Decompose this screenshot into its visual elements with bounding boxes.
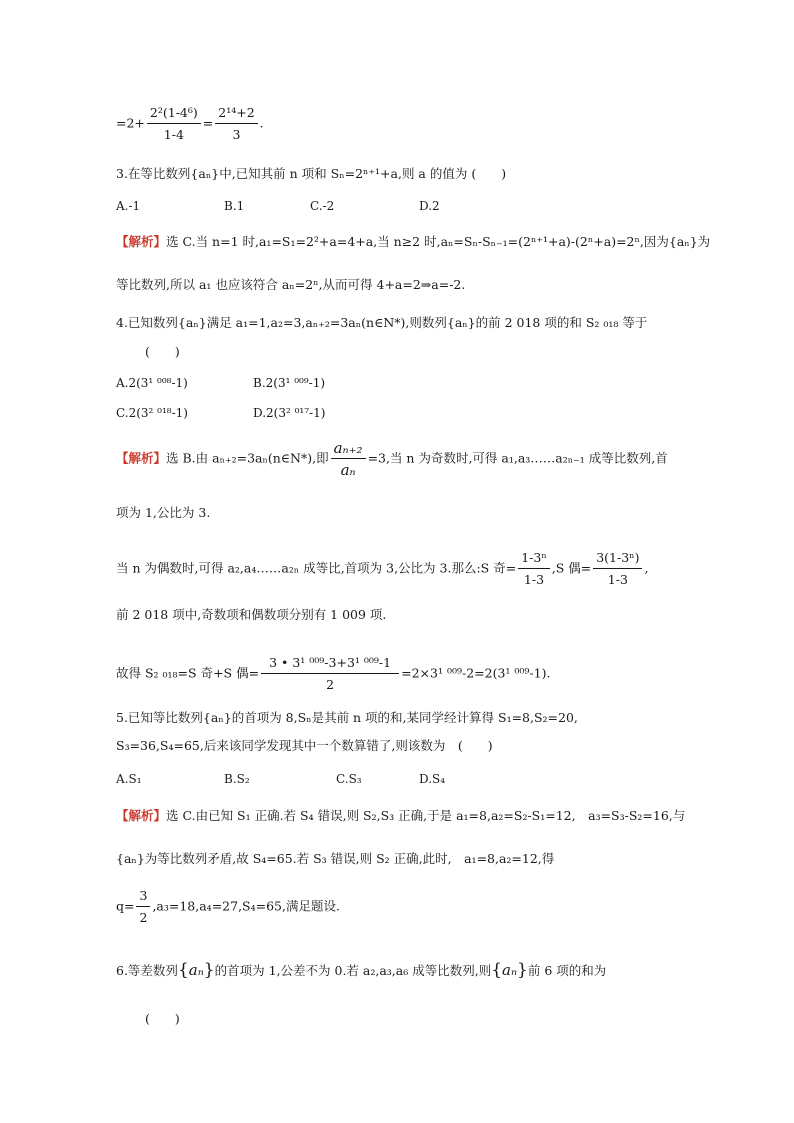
answer-3-line-2: 等比数列,所以 a₁ 也应该符合 aₙ=2ⁿ,从而可得 4+a=2⇒a=-2. <box>116 277 466 292</box>
option-b: B.2(3¹ ⁰⁰⁹-1) <box>253 376 326 390</box>
option-a: A.S₁ <box>116 772 142 786</box>
option-a: A.2(3¹ ⁰⁰⁸-1) <box>116 376 188 390</box>
answer-5-line-2: {aₙ}为等比数列矛盾,故 S₄=65.若 S₃ 错误,则 S₂ 正确,此时, a₁=8,a₂=12,得 <box>116 851 555 866</box>
fraction: $\frac{\text{3(1-3ⁿ)}}{1-3}$ <box>593 550 642 588</box>
option-b: B.1 <box>224 199 245 213</box>
fraction: $\frac{\text{2¹⁴+2}}{3}$ <box>215 105 257 143</box>
option-b: B.S₂ <box>224 772 250 786</box>
question-4-stem: 4.已知数列{aₙ}满足 a₁=1,a₂=3,aₙ₊₂=3aₙ(n∈N*),则数列{aₙ}的前 2 018 项的和 S₂ ₀₁₈ 等于 <box>116 315 648 330</box>
fraction: $\frac{3}{2}$ <box>136 888 150 926</box>
fraction: $\frac{\text{3 • 3¹ ⁰⁰⁹-3+3¹ ⁰⁰⁹-1}}{2}$ <box>261 655 399 693</box>
option-d: D.2 <box>419 199 440 213</box>
fraction: $\frac{\text{2²(1-4⁶)}}{1-4}$ <box>147 105 201 143</box>
option-c: C.2(3² ⁰¹⁸-1) <box>116 406 188 420</box>
question-3-stem: 3.在等比数列{aₙ}中,已知其前 n 项和 Sₙ=2ⁿ⁺¹+a,则 a 的值为 ( ) <box>116 166 507 181</box>
option-a: A.-1 <box>116 199 141 213</box>
analysis-tag: 【解析】 <box>116 450 167 466</box>
answer-5-line-1: 【解析】选 C.由已知 S₁ 正确.若 S₄ 错误,则 S₂,S₃ 正确,于是 a₁=8,a₂=S₂-S₁=12, a₃=S₃-S₂=16,与 <box>116 808 686 823</box>
answer-4-line-2: 项为 1,公比为 3. <box>116 505 211 520</box>
answer-5-line-3: q= $\frac{3}{2}$ ,a₃=18,a₄=27,S₄=65,满足题设. <box>116 888 340 925</box>
option-d: D.S₄ <box>419 772 446 786</box>
fraction: $\frac{\text{1-3ⁿ}}{1-3}$ <box>518 550 550 588</box>
analysis-tag: 【解析】 <box>116 234 167 249</box>
answer-4-line-5: 故得 S₂ ₀₁₈=S 奇+S 偶= $\frac{\text{3 • 3¹ ⁰⁰⁹-3+3¹ ⁰⁰⁹-1}}{2}$ =2×3¹ ⁰⁰⁹-2=2(3¹ ⁰⁰⁹-1). <box>116 655 551 692</box>
question-5-line-2: S₃=36,S₄=65,后来该同学发现其中一个数算错了,则该数为 ( ) <box>116 738 493 753</box>
option-c: C.S₃ <box>336 772 362 786</box>
option-c: C.-2 <box>310 199 335 213</box>
answer-3-line-1: 【解析】选 C.当 n=1 时,a₁=S₁=2²+a=4+a,当 n≥2 时,aₙ=Sₙ-Sₙ₋₁=(2ⁿ⁺¹+a)-(2ⁿ+a)=2ⁿ,因为{aₙ}为 <box>116 234 711 249</box>
option-d: D.2(3² ⁰¹⁷-1) <box>253 406 326 420</box>
answer-4-line-3: 当 n 为偶数时,可得 a₂,a₄……a₂ₙ 成等比,首项为 3,公比为 3.那么:S 奇= $\frac{\text{1-3ⁿ}}{1-3}$ ,S 偶= $\frac{\text{3(1-3ⁿ)}}{1-3}$ , <box>116 550 649 587</box>
question-5-line-1: 5.已知等比数列{aₙ}的首项为 8,Sₙ是其前 n 项的和,某同学经计算得 S₁=8,S₂=20, <box>116 710 578 725</box>
answer-4-line-1: 【解析】选 B.由 aₙ₊₂=3aₙ(n∈N*),即 $\frac{\text{aₙ₊₂}}{\text{aₙ}}$ =3,当 n 为奇数时,可得 a₁,a₃……a₂ₙ₋₁ 成等比数列,首 <box>116 439 668 479</box>
answer-4-line-4: 前 2 018 项中,奇数项和偶数项分别有 1 009 项. <box>116 607 387 622</box>
formula-prefix: =2+ <box>116 115 145 131</box>
fraction: $\frac{\text{aₙ₊₂}}{\text{aₙ}}$ <box>331 440 366 478</box>
formula-continuation: =2+ $\frac{\text{2²(1-4⁶)}}{1-4}$ = $\frac{\text{2¹⁴+2}}{3}$ . <box>116 105 264 142</box>
question-4-paren: ( ) <box>145 344 180 359</box>
analysis-tag: 【解析】 <box>116 808 167 823</box>
question-6-stem: 6.等差数列{aₙ}的首项为 1,公差不为 0.若 a₂,a₃,a₆ 成等比数列,则{aₙ}前 6 项的和为 <box>116 960 607 980</box>
question-6-paren: ( ) <box>145 1011 180 1026</box>
